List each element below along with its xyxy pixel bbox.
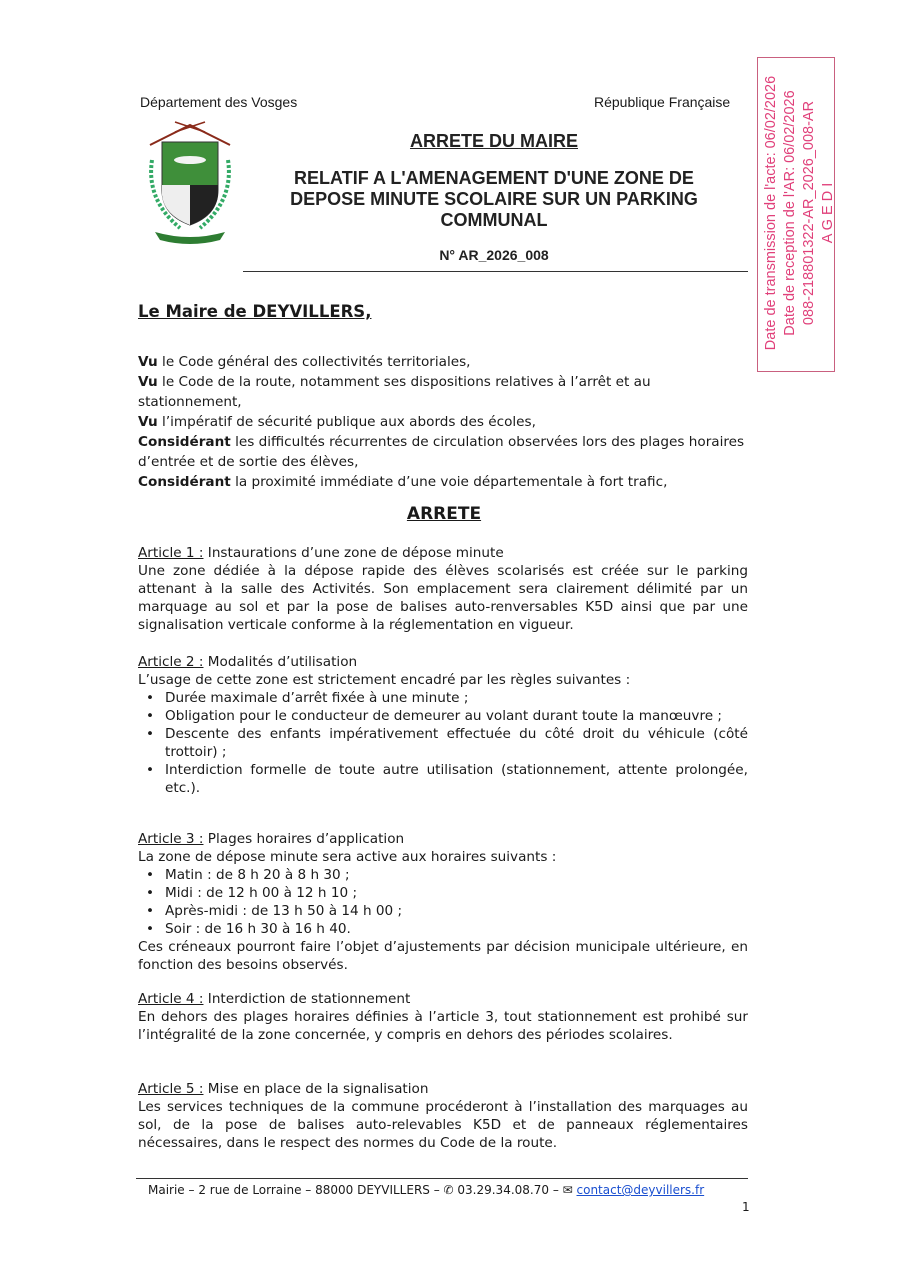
article-1 — [138, 544, 748, 634]
article-2 — [138, 653, 748, 797]
bullet-item: • Après-midi : de 13 h 50 à 14 h 00 ; — [138, 902, 748, 920]
transmission-stamp — [757, 57, 835, 372]
bullet-item: • Durée maximale d’arrêt fixée à une minute ; — [138, 689, 748, 707]
stamp-line: A G E D I — [820, 182, 836, 244]
footer-email-link[interactable]: contact@deyvillers.fr — [576, 1183, 705, 1197]
article-text: Ces créneaux pourront faire l’objet d’ajustements par décision municipale ultérieure, en fonction des besoins observés. — [138, 939, 748, 973]
subtitle-line: RELATIF A L'AMENAGEMENT D'UNE ZONE DE — [294, 168, 694, 188]
article-label: Article 2 : — [138, 654, 204, 670]
preamble-keyword: Vu — [138, 354, 158, 370]
bullet-item: • Obligation pour le conducteur de demeurer au volant durant toute la manœuvre ; — [138, 707, 748, 725]
preamble-text: l’impératif de sécurité publique aux abords des écoles, — [157, 414, 536, 430]
preamble-item — [138, 412, 750, 432]
bullet-item: • Soir : de 16 h 30 à 16 h 40. — [138, 920, 748, 938]
header-divider — [243, 271, 748, 272]
preamble-item — [138, 432, 750, 472]
article-label: Article 3 : — [138, 831, 204, 847]
bullet-item: • Matin : de 8 h 20 à 8 h 30 ; — [138, 866, 748, 884]
preamble-text: la proximité immédiate d’une voie départementale à fort trafic, — [230, 474, 668, 490]
preamble — [138, 352, 750, 492]
footer-contact-text: Mairie – 2 rue de Lorraine – 88000 DEYVILLERS – ✆ 03.29.34.08.70 – ✉ — [148, 1183, 577, 1197]
article-label: Article 4 : — [138, 991, 204, 1007]
preamble-item — [138, 372, 750, 412]
preamble-item — [138, 352, 750, 372]
preamble-text: le Code général des collectivités territoriales, — [157, 354, 471, 370]
subtitle-line: COMMUNAL — [440, 210, 548, 230]
page-number: 1 — [742, 1200, 750, 1214]
article-title: Instaurations d’une zone de dépose minute — [203, 545, 504, 561]
arrete-heading: ARRETE — [406, 504, 482, 524]
bullet-item: • Descente des enfants impérativement effectuée du côté droit du véhicule (côté trottoir) ; — [138, 725, 748, 761]
article-4 — [138, 990, 748, 1044]
article-title: Interdiction de stationnement — [203, 991, 411, 1007]
preamble-text: les difficultés récurrentes de circulation observées lors des plages horaires d’entrée et de sortie des élèves, — [138, 434, 745, 470]
article-5 — [138, 1080, 748, 1152]
stamp-line: Date de transmission de l'acte: 06/02/2026 — [763, 75, 779, 351]
article-label: Article 1 : — [138, 545, 204, 561]
article-text: L’usage de cette zone est strictement encadré par les règles suivantes : — [138, 672, 631, 688]
article-text: Les services techniques de la commune procéderont à l’installation des marquages au sol, de la pose de balises auto-relevables K5D et de panneaux réglementaires nécessaires, dans le respect des normes du Code de la route. — [138, 1099, 748, 1151]
preamble-item — [138, 472, 750, 492]
department-label: Département des Vosges — [140, 94, 298, 110]
article-3 — [138, 830, 748, 974]
article-text: La zone de dépose minute sera active aux horaires suivants : — [138, 849, 557, 865]
preamble-keyword: Considérant — [138, 474, 231, 490]
document-title: ARRETE DU MAIRE — [409, 131, 578, 151]
preamble-keyword: Vu — [138, 414, 158, 430]
article-title: Modalités d’utilisation — [203, 654, 358, 670]
article-title: Plages horaires d’application — [203, 831, 405, 847]
article-text: Une zone dédiée à la dépose rapide des élèves scolarisés est créée sur le parking attenant à la salle des Activités. Son emplacement sera clairement délimité par un marquage au sol et par la pose de balises auto-renversables K5D ainsi que par une signalisation verticale conforme à la réglementation en vigueur. — [138, 563, 748, 633]
republic-label: République Française — [594, 94, 731, 110]
preamble-text: le Code de la route, notamment ses dispositions relatives à l’arrêt et au stationnement, — [138, 374, 651, 410]
subtitle-line: DEPOSE MINUTE SCOLAIRE SUR UN PARKING — [290, 189, 698, 209]
document-subtitle — [244, 168, 744, 231]
preamble-keyword: Considérant — [138, 434, 231, 450]
stamp-line: 088-218801322-AR_2026_008-AR — [801, 100, 817, 326]
article-text: En dehors des plages horaires définies à l’article 3, tout stationnement est prohibé sur l’intégralité de la zone concernée, y compris en dehors des périodes scolaires. — [138, 1009, 748, 1043]
arrete-number: N° AR_2026_008 — [439, 247, 549, 263]
bullet-item: • Midi : de 12 h 00 à 12 h 10 ; — [138, 884, 748, 902]
coat-of-arms-logo — [140, 120, 240, 245]
footer-address — [148, 1183, 704, 1197]
bullet-item: • Interdiction formelle de toute autre utilisation (stationnement, attente prolongée, etc.). — [138, 761, 748, 797]
preamble-keyword: Vu — [138, 374, 158, 390]
mayor-heading: Le Maire de DEYVILLERS, — [138, 302, 372, 321]
article-title: Mise en place de la signalisation — [203, 1081, 429, 1097]
footer-divider — [136, 1178, 748, 1179]
article-label: Article 5 : — [138, 1081, 204, 1097]
stamp-line: Date de reception de l'AR: 06/02/2026 — [782, 90, 798, 336]
